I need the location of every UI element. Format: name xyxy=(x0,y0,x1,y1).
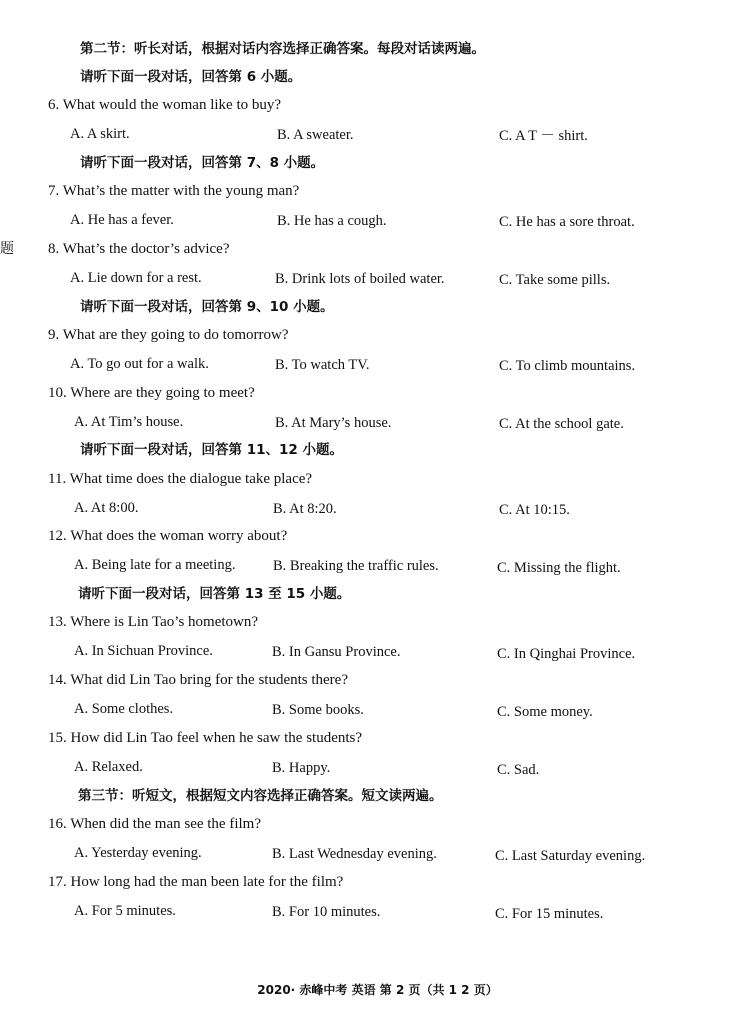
q12-option-b[interactable]: B. Breaking the traffic rules. xyxy=(273,558,439,574)
q13-option-a[interactable]: A. In Sichuan Province. xyxy=(74,643,213,659)
q16-option-a[interactable]: A. Yesterday evening. xyxy=(74,845,202,861)
instruction-q13-15: 请听下面一段对话，回答第 13 至 15 小题。 xyxy=(78,586,351,602)
question-15: 15. How did Lin Tao feel when he saw the students? xyxy=(48,730,363,746)
q15-option-a[interactable]: A. Relaxed. xyxy=(74,759,143,775)
question-13: 13. Where is Lin Tao’s hometown? xyxy=(48,614,259,630)
q8-option-c[interactable]: C. Take some pills. xyxy=(499,272,611,288)
q7-option-b[interactable]: B. He has a cough. xyxy=(277,213,387,229)
q11-option-a[interactable]: A. At 8:00. xyxy=(74,500,139,516)
q14-option-b[interactable]: B. Some books. xyxy=(272,702,364,718)
q10-option-c[interactable]: C. At the school gate. xyxy=(499,416,624,432)
instruction-q9-10: 请听下面一段对话，回答第 9、10 小题。 xyxy=(80,299,334,315)
q14-option-a[interactable]: A. Some clothes. xyxy=(74,701,174,717)
q16-option-c[interactable]: C. Last Saturday evening. xyxy=(495,848,646,864)
section-3-title: 第三节：听短文，根据短文内容选择正确答案。短文读两遍。 xyxy=(78,788,443,804)
q15-option-c[interactable]: C. Sad. xyxy=(497,762,540,778)
q9-option-a[interactable]: A. To go out for a walk. xyxy=(70,356,209,372)
q11-option-c[interactable]: C. At 10:15. xyxy=(499,502,570,518)
q13-option-c[interactable]: C. In Qinghai Province. xyxy=(497,646,636,662)
q9-option-b[interactable]: B. To watch TV. xyxy=(275,357,370,373)
q10-option-a[interactable]: A. At Tim’s house. xyxy=(74,414,184,430)
question-9: 9. What are they going to do tomorrow? xyxy=(48,327,289,343)
q16-option-b[interactable]: B. Last Wednesday evening. xyxy=(272,846,437,862)
section-2-title: 第二节：听长对话，根据对话内容选择正确答案。每段对话读两遍。 xyxy=(80,41,485,57)
q8-option-b[interactable]: B. Drink lots of boiled water. xyxy=(275,271,445,287)
question-8: 8. What’s the doctor’s advice? xyxy=(48,241,230,257)
q12-option-c[interactable]: C. Missing the flight. xyxy=(497,560,621,576)
margin-fragment: 题 xyxy=(0,242,14,257)
question-10: 10. Where are they going to meet? xyxy=(48,385,255,401)
question-12: 12. What does the woman worry about? xyxy=(48,528,288,544)
q11-option-b[interactable]: B. At 8:20. xyxy=(273,501,337,517)
q10-option-b[interactable]: B. At Mary’s house. xyxy=(275,415,392,431)
q17-option-b[interactable]: B. For 10 minutes. xyxy=(272,904,381,920)
q7-option-c[interactable]: C. He has a sore throat. xyxy=(499,214,635,230)
question-11: 11. What time does the dialogue take place? xyxy=(48,471,313,487)
question-14: 14. What did Lin Tao bring for the students there? xyxy=(48,672,348,688)
q13-option-b[interactable]: B. In Gansu Province. xyxy=(272,644,401,660)
q17-option-c[interactable]: C. For 15 minutes. xyxy=(495,906,604,922)
question-17: 17. How long had the man been late for the film? xyxy=(48,874,344,890)
q15-option-b[interactable]: B. Happy. xyxy=(272,760,331,776)
q6-option-a[interactable]: A. A skirt. xyxy=(70,126,130,142)
page-footer: 2020· 赤峰中考 英语 第 2 页（共 1 2 页） xyxy=(257,983,498,997)
instruction-q11-12: 请听下面一段对话，回答第 11、12 小题。 xyxy=(80,442,343,458)
q14-option-c[interactable]: C. Some money. xyxy=(497,704,593,720)
q7-option-a[interactable]: A. He has a fever. xyxy=(70,212,174,228)
q12-option-a[interactable]: A. Being late for a meeting. xyxy=(74,557,236,573)
q9-option-c[interactable]: C. To climb mountains. xyxy=(499,358,636,374)
instruction-q6: 请听下面一段对话，回答第 6 小题。 xyxy=(80,69,302,85)
question-7: 7. What’s the matter with the young man? xyxy=(48,183,300,199)
question-6: 6. What would the woman like to buy? xyxy=(48,97,282,113)
question-16: 16. When did the man see the film? xyxy=(48,816,261,832)
q8-option-a[interactable]: A. Lie down for a rest. xyxy=(70,270,202,286)
q17-option-a[interactable]: A. For 5 minutes. xyxy=(74,903,176,919)
q6-option-b[interactable]: B. A sweater. xyxy=(277,127,354,143)
q6-option-c[interactable]: C. A T － shirt. xyxy=(499,128,588,144)
instruction-q7-8: 请听下面一段对话，回答第 7、8 小题。 xyxy=(80,155,325,171)
